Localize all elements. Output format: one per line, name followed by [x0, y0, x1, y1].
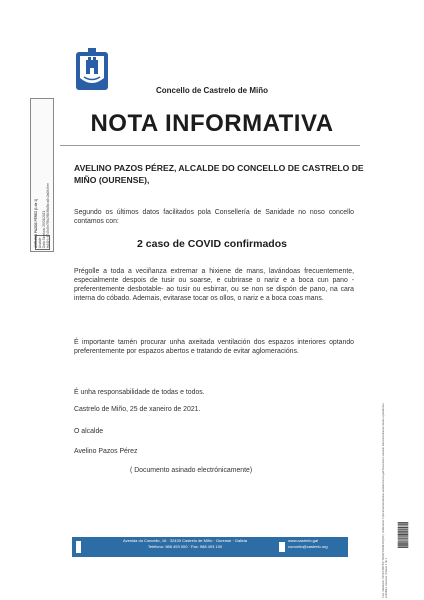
title-divider: [60, 145, 360, 146]
signature-stamp: [30, 98, 54, 252]
council-name: Concello de Castrelo de Miño: [155, 86, 268, 95]
stamp-hash: HASH: 6745c5e7f5b2f5b38d3bca5c2a08c5ee: [46, 183, 50, 248]
logo-mark-icon: [76, 541, 81, 553]
ventilation-paragraph: É importante tamén procurar unha axeitada ventilación dos espazos interiores optando preferentemente por espazos abertos e tratando de evitar aglomeracións.: [74, 339, 354, 355]
covid-cases-count: 2 caso de COVID confirmados: [137, 238, 287, 250]
validation-text: Cód. Validación: 9R7ECD9TZQ7NRGDTHDDLZFQKC | Verificación: https://castrelodemino.sedelectronica.gal/ Documento asinado electrónicamente desde a plataforma esPublico Xestiona | Páxina 1 de 1: [382, 403, 389, 598]
signatory-role: O alcalde: [74, 428, 104, 435]
stamp-date: Data Sinatura: 25/01/2021: [42, 210, 46, 248]
stamp-signer: AVELINO PAZOS PÉREZ (1 de 1): [34, 198, 38, 248]
date-line: Castrelo de Miño, 25 de xaneiro de 2021.: [74, 406, 201, 413]
intro-paragraph: Segundo os últimos datos facilitados pola Consellería de Sanidade no noso concello contamos con:: [74, 209, 354, 225]
website-link[interactable]: www.castrelo.gal: [288, 538, 319, 543]
document-title: NOTA INFORMATIVA: [90, 110, 334, 137]
phone-line: Teléfono: 988 493 000 · Fax: 988 493 100: [147, 544, 223, 549]
responsibility-paragraph: É unha responsabilidade de todas e todos.: [74, 389, 205, 396]
hygiene-paragraph: Prégolle a toda a veciñanza extremar a hixiene de mans, lavándoas frecuentemente, especialmente despois de tusir ou soarse, e cubrirase o nariz e a boca cun pano -preferentemente desbotable- ao tusir ou esbirrar, ou se non se dispón de pano, na cara interna do cóbado. Ademais, evitarase tocar os ollos, o nariz e a boca coas mans.: [74, 268, 354, 302]
footer-address: [90, 538, 280, 550]
validation-barcode-icon: [371, 522, 424, 548]
address-line: Avenida do Concello, 16 · 32430 Castrelo de Miño · Ourense · Galicia: [123, 538, 247, 543]
footer-contact: [288, 538, 348, 550]
electronic-signature-note: ( Documento asinado electrónicamente): [130, 467, 253, 474]
stamp-text: [34, 100, 50, 248]
web-icon: [279, 542, 285, 552]
email-link[interactable]: concello@castrelo.org: [288, 544, 328, 549]
stamp-role: Alcalde: [38, 237, 42, 248]
signatory-heading: AVELINO PAZOS PÉREZ, ALCALDE DO CONCELLO DE CASTRELO DE MIÑO (OURENSE),: [74, 163, 364, 185]
signatory-name: Avelino Pazos Pérez: [74, 448, 138, 455]
